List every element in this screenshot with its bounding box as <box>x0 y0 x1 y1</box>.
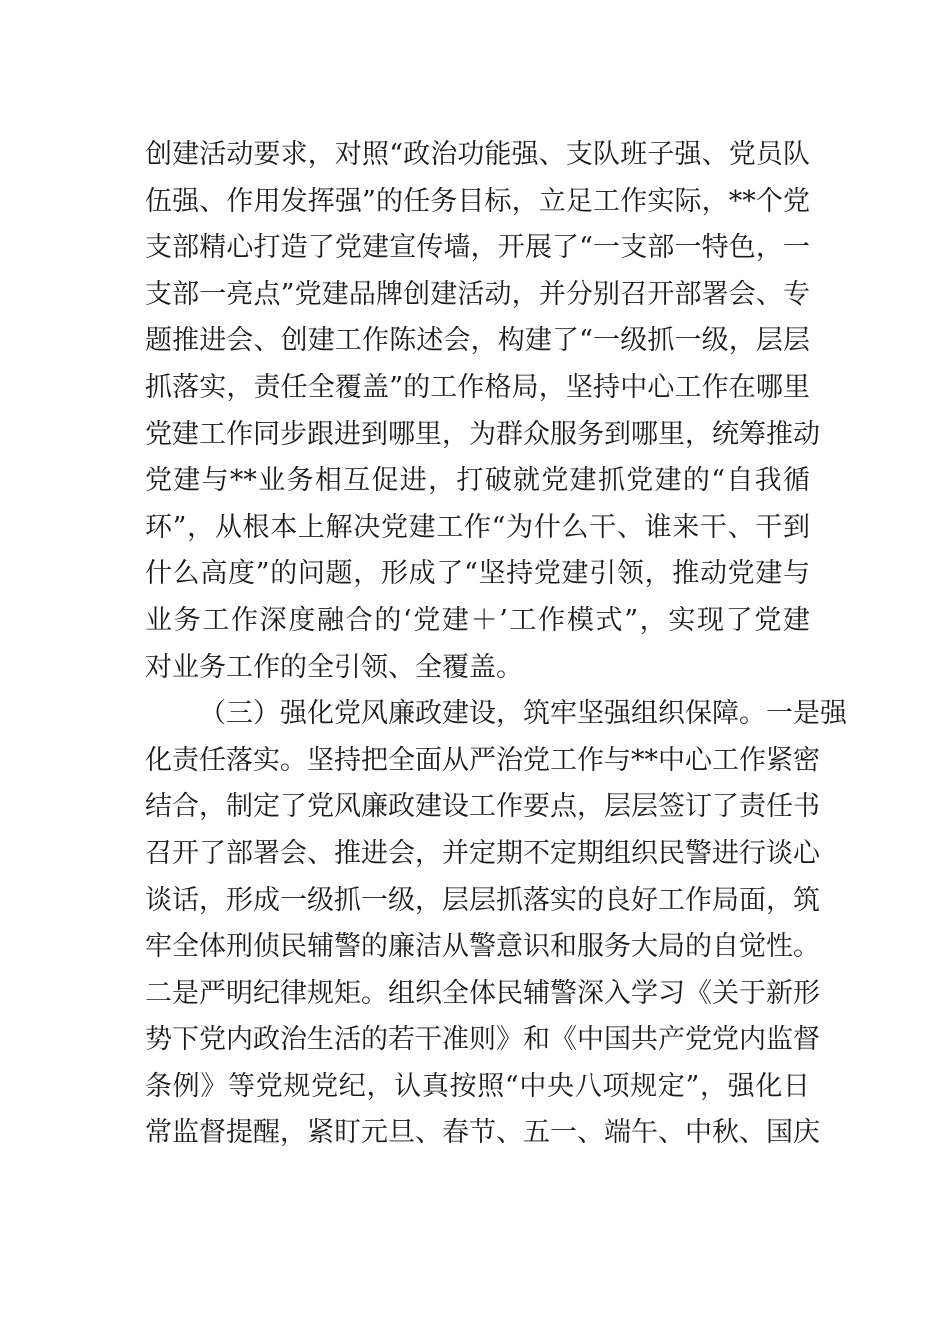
text-line: 抓落实，责任全覆盖”的工作格局，坚持中心工作在哪里 <box>145 371 810 403</box>
text-line: 创建活动要求，对照“政治功能强、支队班子强、党员队 <box>145 139 810 170</box>
text-line: 条例》等党规党纪，认真按照“中央八项规定”，强化日 <box>145 1070 810 1102</box>
text-line: 党建与**业务相互促进，打破就党建抓党建的“自我循 <box>145 465 810 497</box>
text-line: 召开了部署会、推进会，并定期不定期组织民警进行谈心 <box>145 837 820 869</box>
paragraph-end-line: 对业务工作的全引领、全覆盖。 <box>145 651 523 683</box>
text-line: 结合，制定了党风廉政建设工作要点，层层签订了责任书 <box>145 791 820 823</box>
text-line: 伍强、作用发挥强”的任务目标，立足工作实际，**个党 <box>145 185 810 217</box>
text-line: 二是严明纪律规矩。组织全体民辅警深入学习《关于新形 <box>145 977 820 1009</box>
text-line: 环”，从根本上解决党建工作“为什么干、谁来干、干到 <box>145 511 810 543</box>
text-line: 题推进会、创建工作陈述会，构建了“一级抓一级，层层 <box>145 325 810 357</box>
text-line: 党建工作同步跟进到哪里，为群众服务到哪里，统筹推动 <box>145 418 820 450</box>
text-line: 常监督提醒，紧盯元旦、春节、五一、端午、中秋、国庆 <box>145 1117 820 1149</box>
text-line: 什么高度”的问题，形成了“坚持党建引领，推动党建与 <box>145 558 810 590</box>
text-line: 牢全体刑侦民辅警的廉洁从警意识和服务大局的自觉性。 <box>145 931 820 963</box>
text-line: 业务工作深度融合的‘党建＋’工作模式”，实现了党建 <box>145 604 810 636</box>
section-heading-line: （三）强化党风廉政建设，筑牢坚强组织保障。一是强 <box>199 698 847 730</box>
text-line: 支部精心打造了党建宣传墙，开展了“一支部一特色，一 <box>145 232 810 264</box>
body-text <box>145 132 847 1157</box>
text-line: 化责任落实。坚持把全面从严治党工作与**中心工作紧密 <box>145 744 820 776</box>
text-line: 势下党内政治生活的若干准则》和《中国共产党党内监督 <box>145 1024 820 1056</box>
text-line: 谈话，形成一级抓一级，层层抓落实的良好工作局面，筑 <box>145 884 820 916</box>
text-line: 支部一亮点”党建品牌创建活动，并分别召开部署会、专 <box>145 278 810 310</box>
